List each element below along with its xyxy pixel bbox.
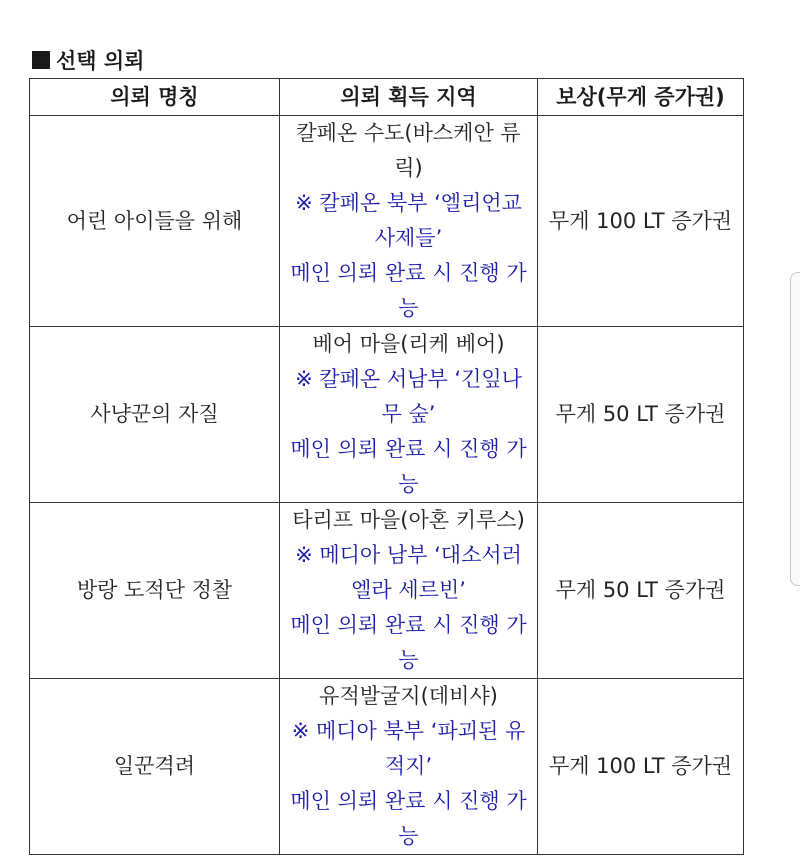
quest-area-location: 베어 마을(리케 베어) [312, 332, 505, 356]
table-row [30, 327, 744, 503]
quest-area-condition: 메인 의뢰 완료 시 진행 가능 [290, 437, 527, 496]
quest-name-cell: 사냥꾼의 자질 [30, 327, 280, 503]
quest-area-location: 타리프 마을(아혼 키루스) [292, 508, 525, 532]
quest-name-cell: 어린 아이들을 위해 [30, 116, 280, 327]
scrollbar-handle[interactable] [790, 272, 800, 586]
quest-area-note: ※ 칼페온 서남부 ‘긴잎나무 숲’ [295, 367, 522, 426]
reward-cell: 무게 50 LT 증가권 [538, 327, 744, 503]
table-row [30, 503, 744, 679]
square-bullet-icon [32, 51, 50, 69]
quest-area-cell [280, 327, 538, 503]
quest-area-cell [280, 503, 538, 679]
quest-name-cell: 방랑 도적단 정찰 [30, 503, 280, 679]
quest-area-condition: 메인 의뢰 완료 시 진행 가능 [290, 789, 527, 848]
reward-cell: 무게 100 LT 증가권 [538, 679, 744, 855]
header-reward: 보상(무게 증가권) [538, 79, 744, 116]
section-title-text: 선택 의뢰 [56, 49, 145, 73]
section-title [32, 44, 144, 76]
table-header-row [30, 79, 744, 116]
quest-area-note: ※ 메디아 남부 ‘대소서러 엘라 세르빈’ [295, 543, 522, 602]
quest-area-cell [280, 679, 538, 855]
quest-area-condition: 메인 의뢰 완료 시 진행 가능 [290, 261, 527, 320]
quest-name-cell: 일꾼격려 [30, 679, 280, 855]
quest-area-note: ※ 칼페온 북부 ‘엘리언교 사제들’ [295, 191, 522, 250]
header-quest-area: 의뢰 획득 지역 [280, 79, 538, 116]
quest-area-location: 유적발굴지(데비샤) [319, 684, 498, 708]
header-quest-name: 의뢰 명칭 [30, 79, 280, 116]
quest-table [29, 78, 744, 855]
reward-cell: 무게 50 LT 증가권 [538, 503, 744, 679]
quest-area-note: ※ 메디아 북부 ‘파괴된 유적지’ [291, 719, 526, 778]
quest-area-condition: 메인 의뢰 완료 시 진행 가능 [290, 613, 527, 672]
table-row [30, 679, 744, 855]
quest-area-cell [280, 116, 538, 327]
table-row [30, 116, 744, 327]
quest-area-location: 칼페온 수도(바스케안 류릭) [296, 121, 521, 180]
reward-cell: 무게 100 LT 증가권 [538, 116, 744, 327]
